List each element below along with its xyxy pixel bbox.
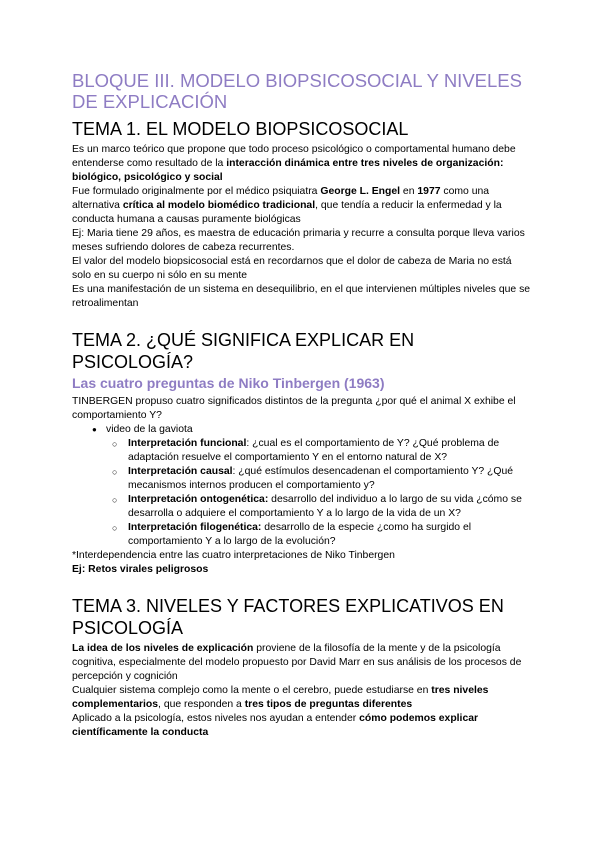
tema1-title: TEMA 1. EL MODELO BIOPSICOSOCIAL [72,119,409,139]
tema3-paragraph-2: Cualquier sistema complejo como la mente o el cerebro, puede estudiarse en tres niveles complementarios, que responden a tres tipos de preguntas diferentes [72,685,489,710]
tema2-example: Ej: Retos virales peligrosos [72,564,209,575]
tema2-intro: TINBERGEN propuso cuatro significados distintos de la pregunta ¿por qué el animal X exhibe el comportamiento Y? [72,396,516,421]
document-page [72,70,532,740]
tema3-title: TEMA 3. NIVELES Y FACTORES EXPLICATIVOS EN PSICOLOGÍA [72,596,504,638]
list-item: ● video de la gaviota [92,423,532,437]
tema2-title: TEMA 2. ¿QUÉ SIGNIFICA EXPLICAR EN PSICOLOGÍA? [72,330,415,372]
tema1-paragraph-3: Ej: Maria tiene 29 años, es maestra de educación primaria y recurre a consulta porque lleva varios meses sufriendo dolores de cabeza recurrentes. [72,228,525,253]
tema1-paragraph-2: Fue formulado originalmente por el médico psiquiatra George L. Engel en 1977 como una alternativa crítica al modelo biomédico tradicional, que tendía a reducir la enfermedad y la conducta humana a causas puramente biológicas [72,186,502,225]
tema2-interpretation-list [72,437,532,549]
list-item: ○ Interpretación funcional: ¿cual es el comportamiento de Y? ¿Qué problema de adaptación resuelve el comportamiento Y en el entorno natural de X? [112,437,532,465]
tema3-paragraph-1: La idea de los niveles de explicación proviene de la filosofía de la mente y de la psicología cognitiva, especialmente del modelo propuesto por David Marr en sus análisis de los procesos de percepción y cognición [72,643,522,682]
list-item: ○ Interpretación causal: ¿qué estímulos desencadenan el comportamiento Y? ¿Qué mecanismos internos producen el comportamiento y? [112,465,532,493]
tema3-paragraph-3: Aplicado a la psicología, estos niveles nos ayudan a entender cómo podemos explicar científicamente la conducta [72,713,479,738]
list-item: ○ Interpretación filogenética: desarrollo de la especie ¿como ha surgido el comportamiento Y a lo largo de la evolución? [112,521,532,549]
tema1-paragraph-1: Es un marco teórico que propone que todo proceso psicológico o comportamental humano debe entenderse como resultado de la interacción dinámica entre tres niveles de organización: biológico, psicológico y social [72,144,516,183]
tema2-bullet-list [72,423,532,437]
tema2-subtitle: Las cuatro preguntas de Niko Tinbergen (1963) [72,375,385,391]
tema1-paragraph-4: El valor del modelo biopsicosocial está en recordarnos que el dolor de cabeza de Maria no está solo en su cuerpo ni sólo en su mente [72,256,512,281]
tema1-paragraph-5: Es una manifestación de un sistema en desequilibrio, en el que intervienen múltiples niveles que se retroalimentan [72,284,531,309]
tema2-note: *Interdependencia entre las cuatro interpretaciones de Niko Tinbergen [72,550,395,561]
list-item: ○ Interpretación ontogenética: desarrollo del individuo a lo largo de su vida ¿cómo se desarrolla o adquiere el comportamiento Y a lo largo de la vida de un X? [112,493,532,521]
bloque-title: BLOQUE III. MODELO BIOPSICOSOCIAL Y NIVELES DE EXPLICACIÓN [72,70,522,112]
